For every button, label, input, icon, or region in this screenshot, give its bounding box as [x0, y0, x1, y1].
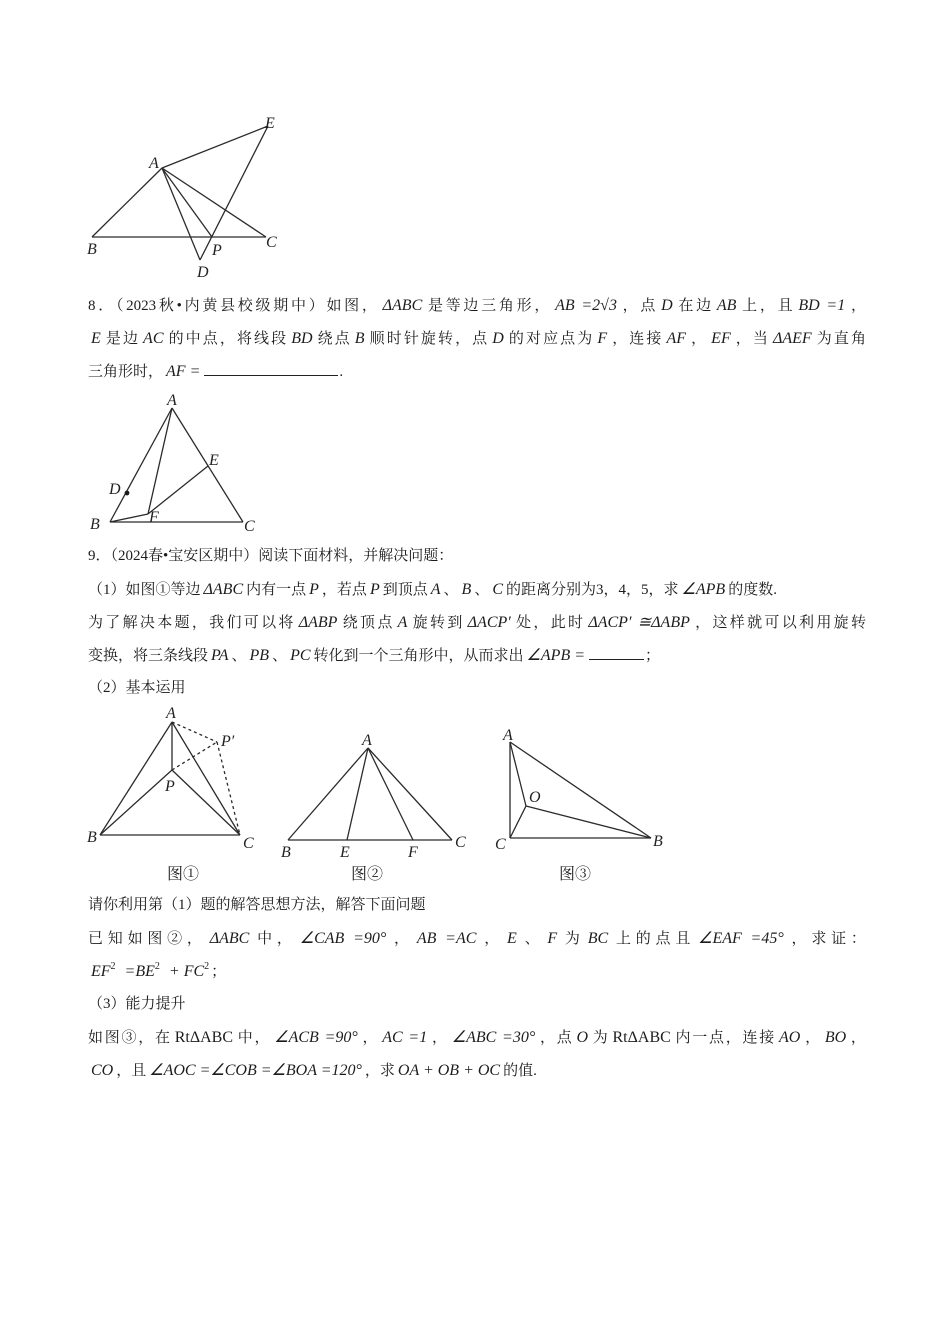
label-b: B	[87, 241, 97, 258]
math-run: BC	[587, 930, 609, 947]
math-run: ΔABC	[382, 297, 423, 314]
math-run: P	[309, 581, 319, 598]
math-run: ΔACP′	[467, 614, 511, 631]
segment-ab	[92, 168, 162, 237]
label-d: D	[197, 264, 209, 281]
text-run: 旋转到	[410, 615, 465, 631]
label-c: C	[495, 836, 506, 853]
label-a: A	[166, 705, 176, 722]
label-a: A	[503, 727, 513, 744]
text-run: 的中点，将线段	[166, 331, 289, 347]
figure-9-3	[492, 722, 672, 854]
superscript: 2	[154, 961, 160, 972]
text-run: 请你利用第（1）题的解答思想方法，解答下面问题	[88, 897, 426, 913]
label-b: B	[90, 516, 100, 533]
label-a: A	[362, 732, 372, 749]
text-run: 为了解决本题，我们可以将	[88, 615, 296, 631]
segment-pp-prime	[172, 742, 217, 770]
math-run: ΔACP′ ≅ΔABP	[588, 614, 690, 631]
problem-9-intro	[88, 540, 866, 705]
math-run: B	[354, 330, 365, 347]
text-line	[88, 955, 866, 988]
text-line	[88, 1054, 866, 1087]
answer-blank	[589, 645, 644, 660]
text-run: 绕点	[315, 331, 352, 347]
math-run: BD =1	[798, 297, 846, 314]
text-run: 的距离分别为3，4，5，求	[506, 582, 679, 598]
text-run: ，这样就可以利用旋转	[692, 615, 866, 631]
math-run: EF	[91, 963, 111, 980]
math-run: ∠APB =	[526, 647, 586, 664]
text-run: ，点	[538, 1030, 574, 1046]
text-run: 顺时针旋转，点	[367, 331, 490, 347]
math-run: ΔABP	[298, 614, 338, 631]
math-run: AC	[143, 330, 164, 347]
math-run: PC	[290, 647, 311, 664]
text-line	[88, 540, 866, 573]
text-run: 、	[474, 582, 490, 598]
text-run: ，	[849, 1030, 866, 1046]
math-run: + FC	[164, 963, 205, 980]
text-line	[88, 289, 866, 322]
label-a: A	[167, 392, 177, 409]
superscript: 2	[110, 961, 116, 972]
text-run: 在边	[675, 298, 714, 314]
segment-oc	[510, 806, 526, 838]
label-a: A	[149, 155, 159, 172]
figure-9-2	[276, 726, 472, 862]
label-c: C	[244, 518, 255, 535]
segment-bp	[100, 770, 172, 835]
text-run: 中，	[236, 1030, 272, 1046]
segment-ap	[162, 168, 212, 237]
text-run: 到顶点	[382, 582, 428, 598]
math-run: D	[661, 297, 673, 314]
text-run: 、	[231, 648, 247, 664]
text-run: ，	[848, 298, 866, 314]
math-run: P	[369, 581, 380, 598]
text-run: ，	[360, 1030, 380, 1046]
math-run: F	[597, 330, 608, 347]
label-b: B	[87, 829, 97, 846]
text-line	[88, 322, 866, 355]
math-run: F	[547, 930, 558, 947]
text-run: ，点	[619, 298, 659, 314]
text-run: 已知如图②，	[88, 931, 207, 947]
math-run: ∠APB	[681, 581, 726, 598]
text-run: ，	[803, 1030, 822, 1046]
math-run: AB =AC	[416, 930, 477, 947]
text-line	[88, 573, 866, 606]
text-run: 、	[272, 648, 288, 664]
text-run: 、	[443, 582, 459, 598]
math-run: ΔABC	[203, 581, 244, 598]
text-line	[88, 606, 866, 639]
text-run: （3）能力提升	[88, 996, 186, 1012]
text-run: 三角形时，	[88, 364, 164, 380]
label-e: E	[265, 115, 275, 132]
text-line	[88, 922, 866, 955]
text-run: 是边	[103, 331, 141, 347]
text-run: 如图③，在	[88, 1030, 172, 1046]
segment-ac	[162, 168, 266, 237]
label-p: P	[212, 242, 222, 259]
segment-bf	[110, 514, 148, 522]
math-run: ∠ABC =30°	[451, 1029, 536, 1046]
text-run: 内一点，连接	[673, 1030, 777, 1046]
text-run: 上，且	[739, 298, 796, 314]
text-run: 9．（2024春•宝安区期中）阅读下面材料，并解决问题：	[88, 548, 454, 564]
math-run: PA	[211, 647, 229, 664]
label-e: E	[340, 844, 350, 861]
text-run: 的度数.	[728, 582, 777, 598]
text-run: （2）基本运用	[88, 680, 186, 696]
label-o: O	[529, 789, 541, 806]
problem-8	[88, 289, 866, 388]
segment-ae	[162, 126, 268, 168]
label-e: E	[209, 452, 219, 469]
figure-9-1-caption: 图①	[166, 866, 199, 883]
math-run: ∠EAF =45°	[698, 930, 784, 947]
math-run-upright: RtΔABC	[174, 1029, 234, 1046]
text-line	[88, 355, 866, 388]
label-b: B	[653, 833, 663, 850]
figure-problem-7	[80, 110, 290, 285]
superscript: 2	[204, 961, 210, 972]
text-run: ，若点	[321, 582, 367, 598]
segment-p-prime-c	[217, 742, 240, 835]
text-run: ，连接	[610, 331, 664, 347]
text-run: （1）如图①等边	[88, 582, 201, 598]
segment-ed	[200, 126, 268, 260]
label-b: B	[281, 844, 291, 861]
text-line	[88, 1021, 866, 1054]
text-run: ；	[211, 964, 227, 980]
text-run: ，	[389, 931, 414, 947]
math-run: BO	[824, 1029, 847, 1046]
math-run: E	[91, 330, 101, 347]
text-run: 处，此时	[513, 615, 586, 631]
text-run: .	[339, 364, 344, 380]
text-run: ，求	[364, 1063, 395, 1079]
text-run: ；	[645, 648, 661, 664]
segment-ac	[172, 408, 243, 522]
problem-9-parts	[88, 889, 866, 1087]
math-run-upright: RtΔABC	[612, 1029, 671, 1046]
math-run: AC =1	[382, 1029, 428, 1046]
text-run: ，	[430, 1030, 449, 1046]
math-run: ΔAEF	[772, 330, 812, 347]
math-run: PB	[249, 647, 270, 664]
text-run: 为	[591, 1030, 610, 1046]
text-run: 为直角	[814, 331, 866, 347]
math-run: BD	[291, 330, 313, 347]
math-run: C	[492, 581, 503, 598]
text-run: 中，	[252, 931, 297, 947]
math-run: AO	[779, 1029, 801, 1046]
text-run: 变换，将三条线段	[88, 648, 209, 664]
label-d: D	[109, 481, 121, 498]
text-run: 内有一点	[246, 582, 307, 598]
text-line	[88, 988, 866, 1021]
math-run: ∠CAB =90°	[299, 930, 387, 947]
segment-ac	[368, 748, 452, 840]
text-run: 绕顶点	[340, 615, 395, 631]
segment-ad	[162, 168, 200, 260]
math-run: E	[507, 930, 517, 947]
math-run: AB	[716, 297, 737, 314]
math-run: O	[576, 1029, 589, 1046]
math-run: ∠AOC =∠COB =∠BOA =120°	[149, 1062, 362, 1079]
math-run: AF	[666, 330, 686, 347]
figure-problem-8	[86, 390, 266, 535]
point-d-dot	[125, 491, 130, 496]
label-f: F	[408, 844, 418, 861]
label-c: C	[266, 234, 277, 251]
figure-9-2-caption: 图②	[350, 866, 383, 883]
figure-9-3-caption: 图③	[558, 866, 591, 883]
segment-ab	[100, 722, 172, 835]
text-run: ，当	[733, 331, 770, 347]
text-run: ，且	[116, 1063, 147, 1079]
text-run: 转化到一个三角形中，从而求出	[313, 648, 524, 664]
math-run: OA + OB + OC	[397, 1062, 501, 1079]
text-run: 8．（2023秋•内黄县校级期中）如图，	[88, 298, 380, 314]
math-run: AF =	[166, 363, 201, 380]
math-run: =BE	[120, 963, 155, 980]
math-run: EF	[711, 330, 731, 347]
label-f: F	[149, 509, 159, 526]
math-run: ∠ACB =90°	[274, 1029, 358, 1046]
math-run: A	[397, 614, 408, 631]
math-run: ΔABC	[209, 930, 250, 947]
text-run: 上的点且	[611, 931, 696, 947]
math-run: AB =2√3	[555, 297, 617, 314]
answer-blank	[204, 361, 338, 376]
segment-ae	[347, 748, 368, 840]
label-c: C	[455, 834, 466, 851]
text-run: ，求证：	[786, 931, 866, 947]
text-run: 为	[560, 931, 585, 947]
text-run: 的对应点为	[506, 331, 595, 347]
text-line	[88, 639, 866, 672]
segment-ob	[526, 806, 651, 838]
text-run: 的值.	[503, 1063, 537, 1079]
text-run: ，	[479, 931, 504, 947]
math-run: CO	[91, 1062, 114, 1079]
label-p-prime: P′	[221, 733, 235, 750]
math-run: A	[430, 581, 441, 598]
text-line	[88, 889, 866, 922]
text-run: 是等边三角形，	[425, 298, 553, 314]
segment-ab	[288, 748, 368, 840]
figure-9-1	[84, 700, 256, 852]
text-run: ，	[689, 331, 709, 347]
segment-ab	[110, 408, 172, 522]
label-p: P	[165, 778, 175, 795]
segment-af	[368, 748, 413, 840]
math-run: D	[492, 330, 504, 347]
math-run: B	[461, 581, 472, 598]
label-c: C	[243, 835, 254, 852]
text-run: 、	[519, 931, 545, 947]
